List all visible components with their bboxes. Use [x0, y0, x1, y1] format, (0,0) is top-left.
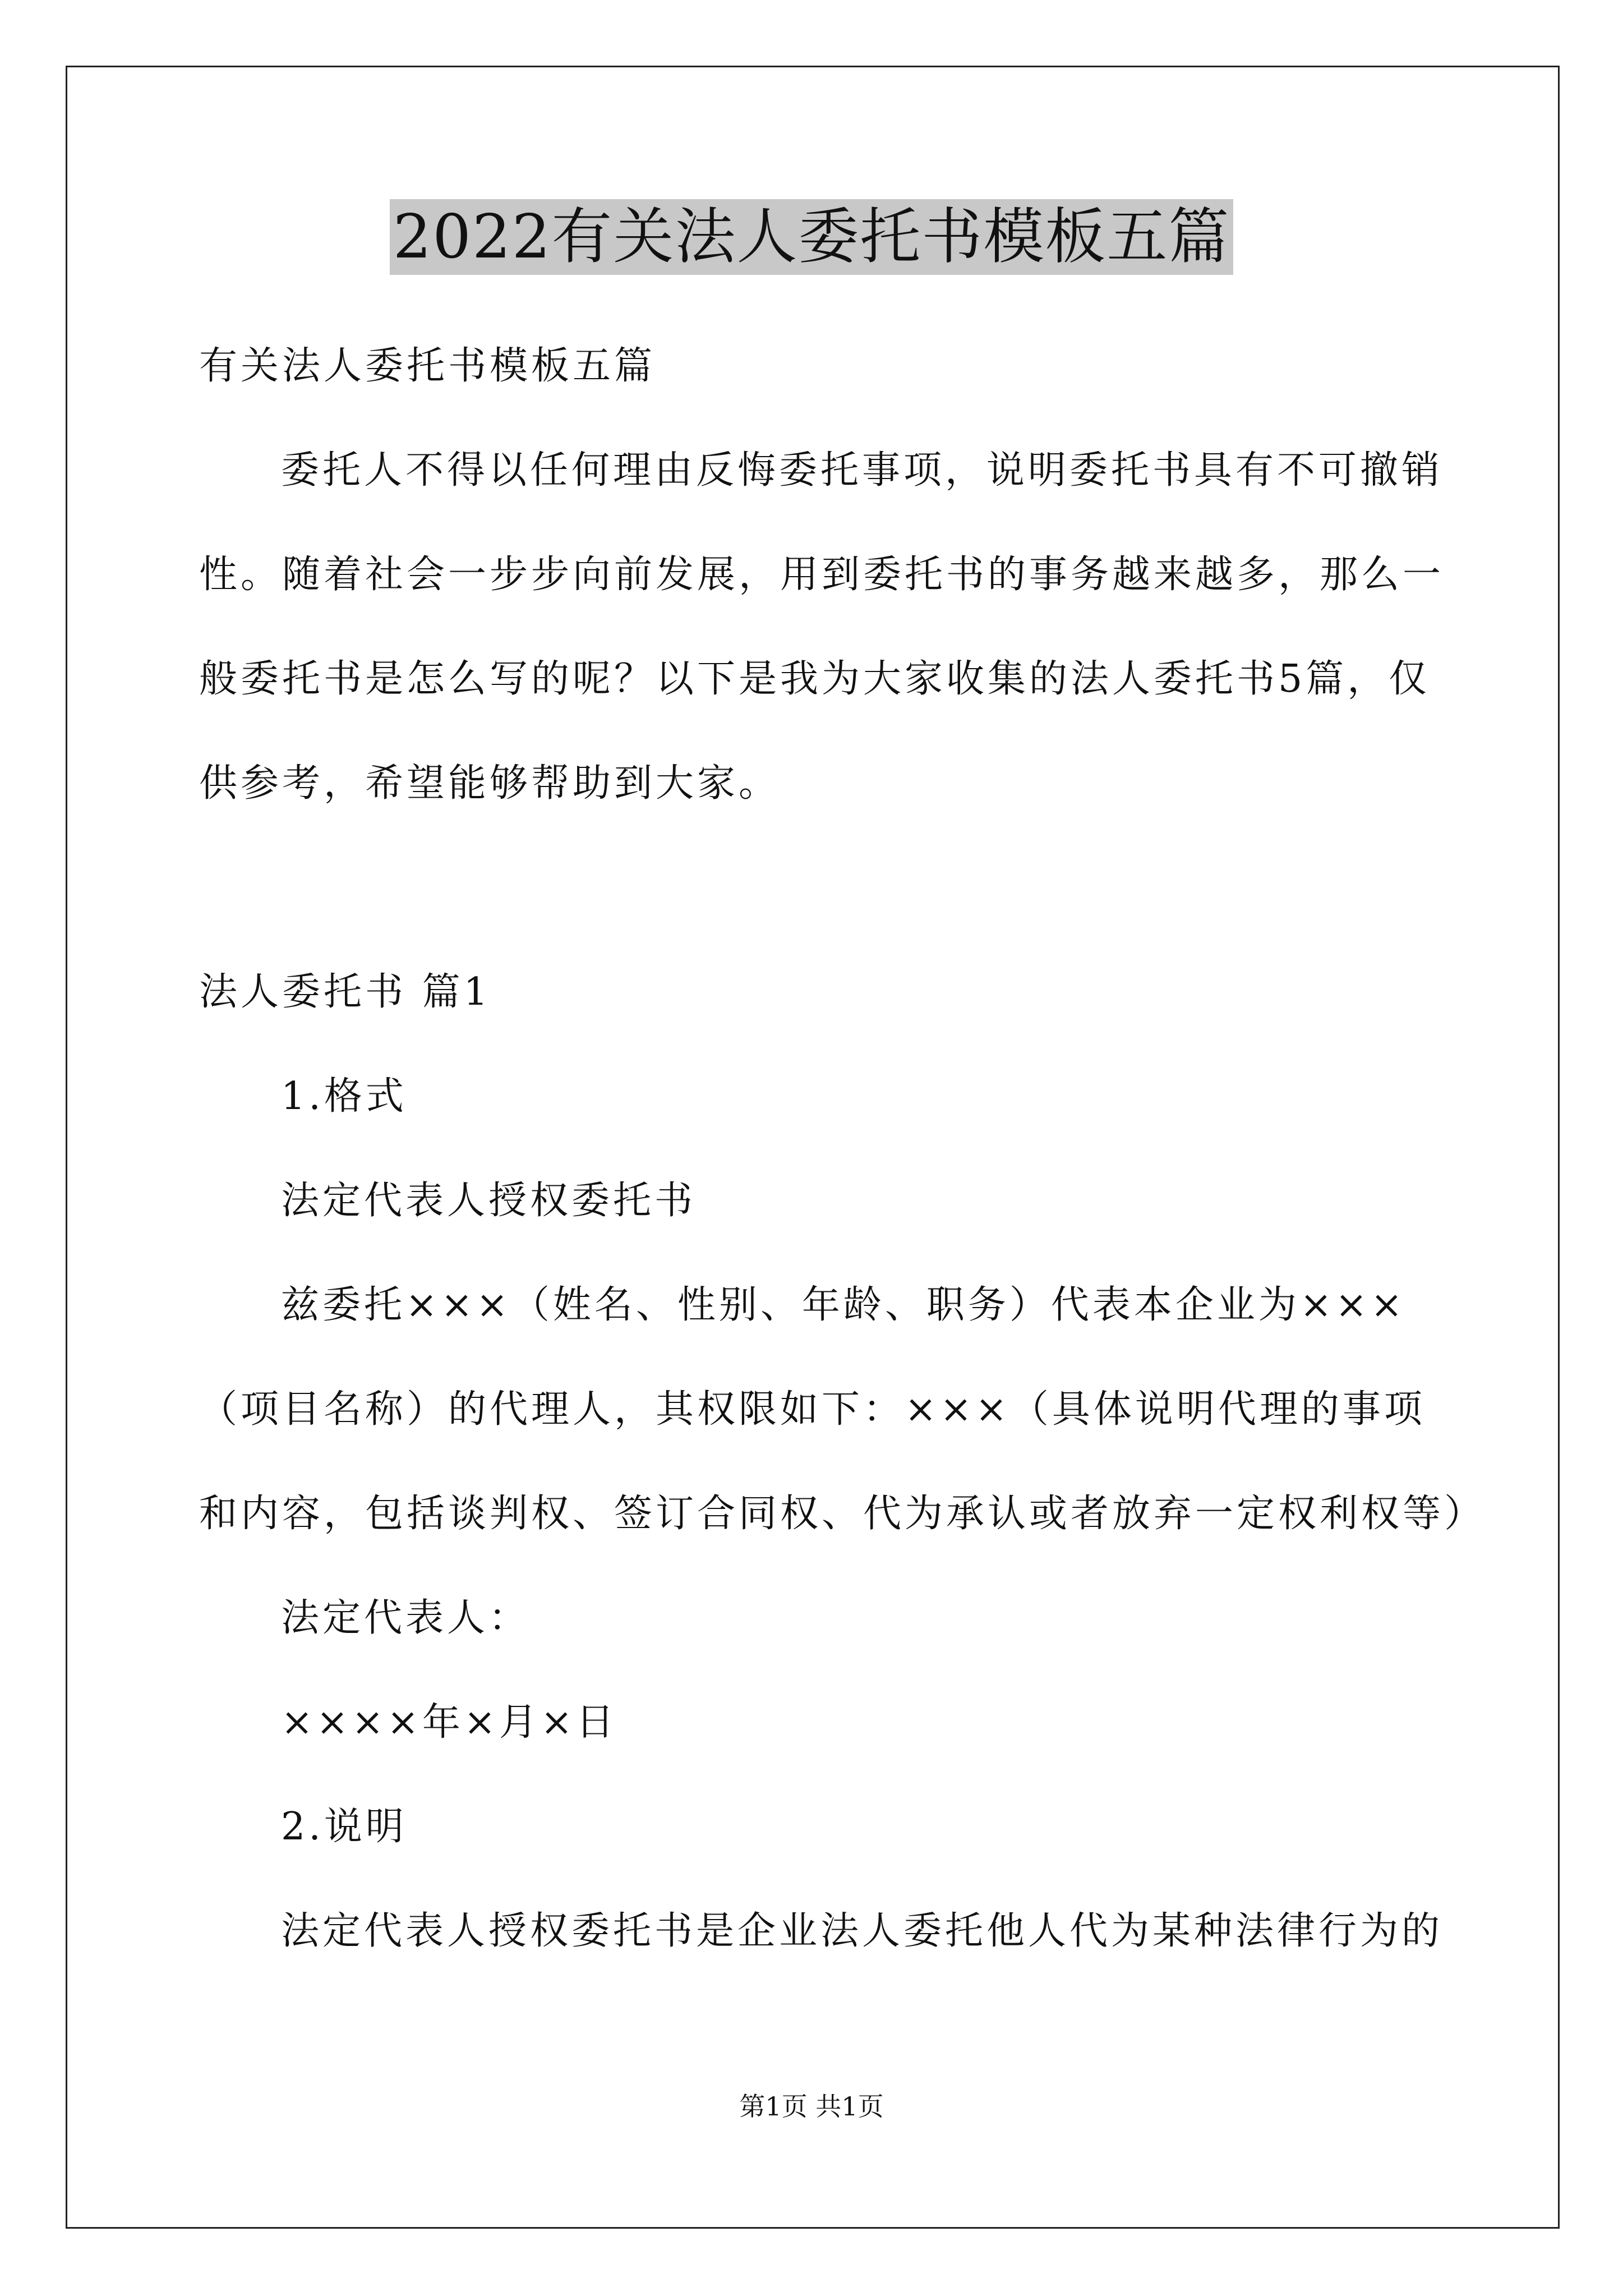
document-title: 2022有关法人委托书模板五篇 [390, 199, 1234, 275]
blank-line [199, 836, 1433, 940]
paragraph-line: 法定代表人授权委托书 [281, 1179, 697, 1223]
paragraph-line: ××××年×月×日 [281, 1700, 617, 1745]
paragraph-line: 委托人不得以任何理由反悔委托事项，说明委托书具有不可撤销 [281, 448, 1444, 493]
title-container [0, 199, 1623, 275]
paragraph-line: 法定代表人授权委托书是企业法人委托他人代为某种法律行为的 [281, 1909, 1444, 1953]
paragraph-line: 供参考，希望能够帮助到大家。 [199, 761, 781, 806]
paragraph-line: 和内容，包括谈判权、签订合同权、代为承认或者放弃一定权利权等） [199, 1492, 1486, 1536]
paragraph-line: 法定代表人： [281, 1596, 531, 1640]
page-footer: 第1页 共1页 [739, 2091, 884, 2122]
paragraph-line: 般委托书是怎么写的呢？以下是我为大家收集的法人委托书5篇，仅 [199, 657, 1431, 701]
paragraph-line: 兹委托×××（姓名、性别、年龄、职务）代表本企业为××× [281, 1283, 1406, 1327]
doc-subtitle: 有关法人委托书模板五篇 [199, 344, 656, 388]
subsection-heading: 1.格式 [281, 1074, 407, 1119]
document-body [199, 314, 1486, 1984]
subsection-heading: 2.说明 [281, 1805, 407, 1849]
paragraph-line: 性。随着社会一步步向前发展，用到委托书的事务越来越多，那么一 [199, 553, 1445, 597]
paragraph-line: （项目名称）的代理人，其权限如下：×××（具体说明代理的事项 [199, 1387, 1426, 1432]
section-heading: 法人委托书 篇1 [199, 970, 491, 1014]
